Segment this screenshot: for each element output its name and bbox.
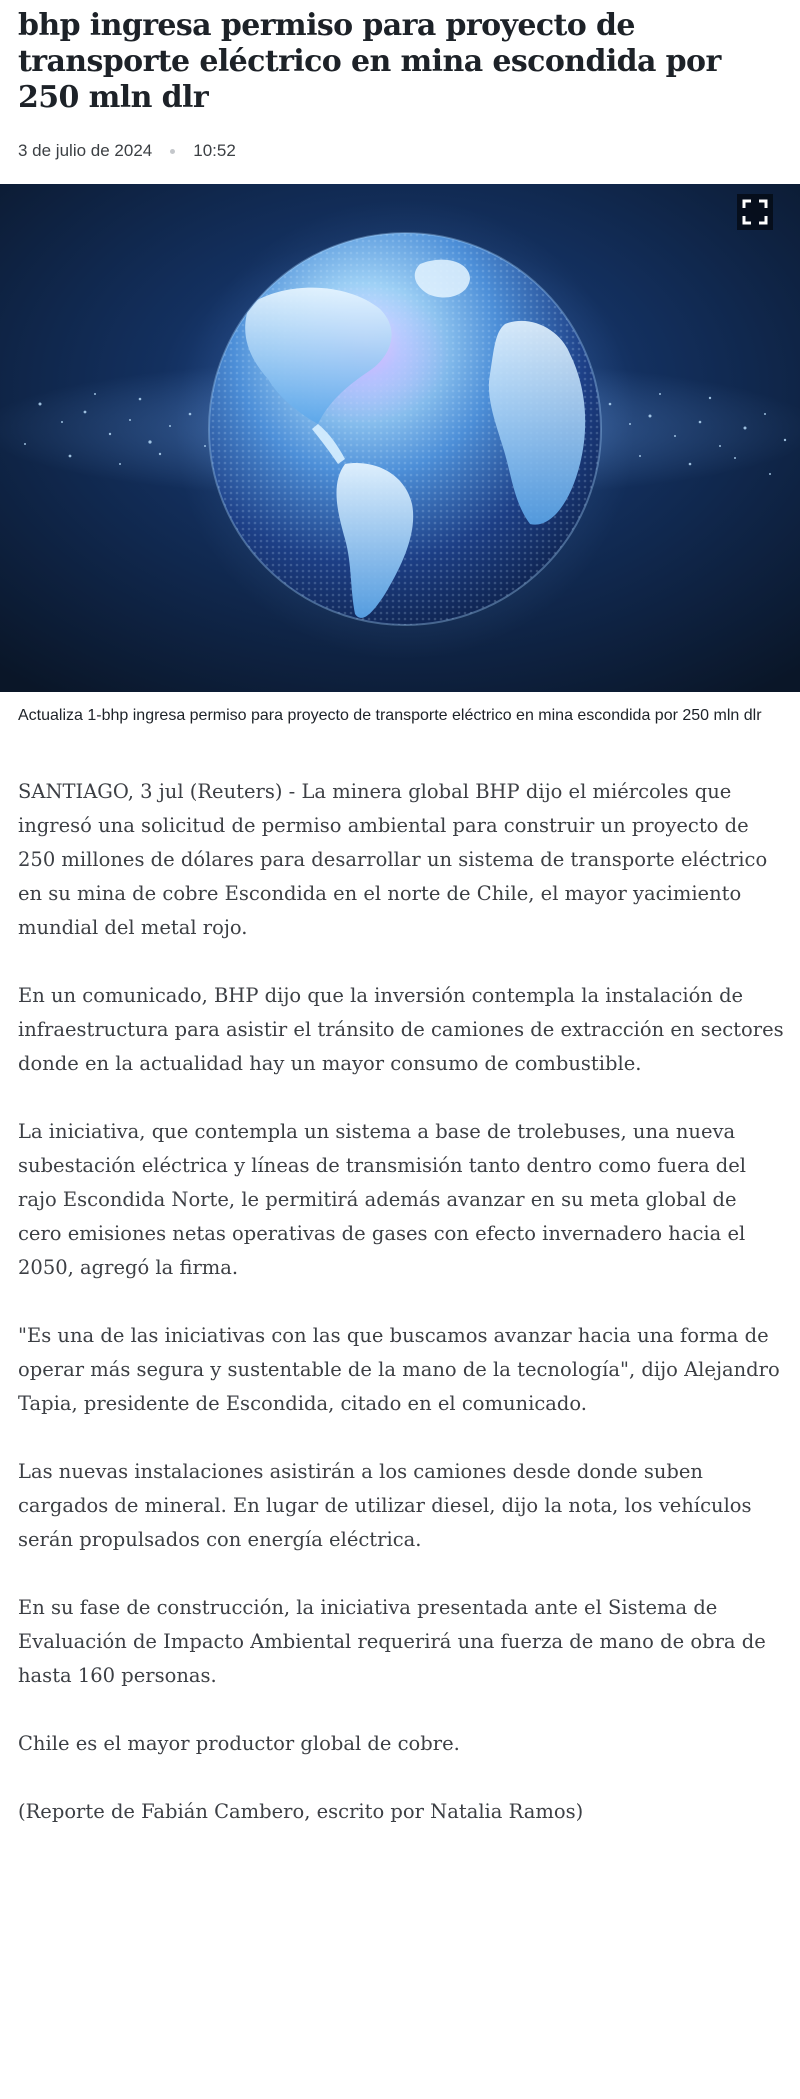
publish-date: 3 de julio de 2024 xyxy=(18,141,153,160)
paragraph: En su fase de construcción, la iniciativa presentada ante el Sistema de Evaluación de Impacto Ambiental requerirá una fuerza de mano de obra de hasta 160 personas. xyxy=(18,1596,766,1687)
publish-time: 10:52 xyxy=(193,141,236,160)
meta-separator-dot xyxy=(170,149,175,154)
paragraph: Las nuevas instalaciones asistirán a los camiones desde donde suben cargados de mineral. En lugar de utilizar diesel, dijo la nota, los vehículos serán propulsados con energía eléctrica. xyxy=(18,1460,752,1551)
paragraph: "Es una de las iniciativas con las que buscamos avanzar hacia una forma de operar más segura y sustentable de la mano de la tecnología", dijo Alejandro Tapia, presidente de Escondida, citado en el comunicado. xyxy=(18,1324,780,1415)
expand-image-button[interactable] xyxy=(737,194,773,230)
article-headline: bhp ingresa permiso para proyecto de transporte eléctrico en mina escondida por 250 mln dlr xyxy=(18,8,721,115)
image-caption: Actualiza 1-bhp ingresa permiso para proyecto de transporte eléctrico en mina escondida por 250 mln dlr xyxy=(18,707,762,724)
globe-image xyxy=(0,184,800,692)
expand-icon xyxy=(742,199,768,225)
paragraph: SANTIAGO, 3 jul (Reuters) - La minera global BHP dijo el miércoles que ingresó una solicitud de permiso ambiental para construir un proyecto de 250 millones de dólares para desarrollar un sistema de transporte eléctrico en su mina de cobre Escondida en el norte de Chile, el mayor yacimiento mundial del metal rojo. xyxy=(18,780,768,939)
article-header xyxy=(0,0,800,162)
article-body xyxy=(18,775,784,1863)
paragraph: La iniciativa, que contempla un sistema a base de trolebuses, una nueva subestación eléctrica y líneas de transmisión tanto dentro como fuera del rajo Escondida Norte, le permitirá además avanzar en su meta global de cero emisiones netas operativas de gases con efecto invernadero hacia el 2050, agregó la firma. xyxy=(18,1120,747,1279)
article-meta xyxy=(18,140,782,162)
byline-note: (Reporte de Fabián Cambero, escrito por Natalia Ramos) xyxy=(18,1800,584,1823)
hero-image[interactable] xyxy=(0,184,800,692)
paragraph: Chile es el mayor productor global de cobre. xyxy=(18,1732,460,1755)
paragraph: En un comunicado, BHP dijo que la inversión contempla la instalación de infraestructura para asistir el tránsito de camiones de extracción en sectores donde en la actualidad hay un mayor consumo de combustible. xyxy=(18,984,784,1075)
